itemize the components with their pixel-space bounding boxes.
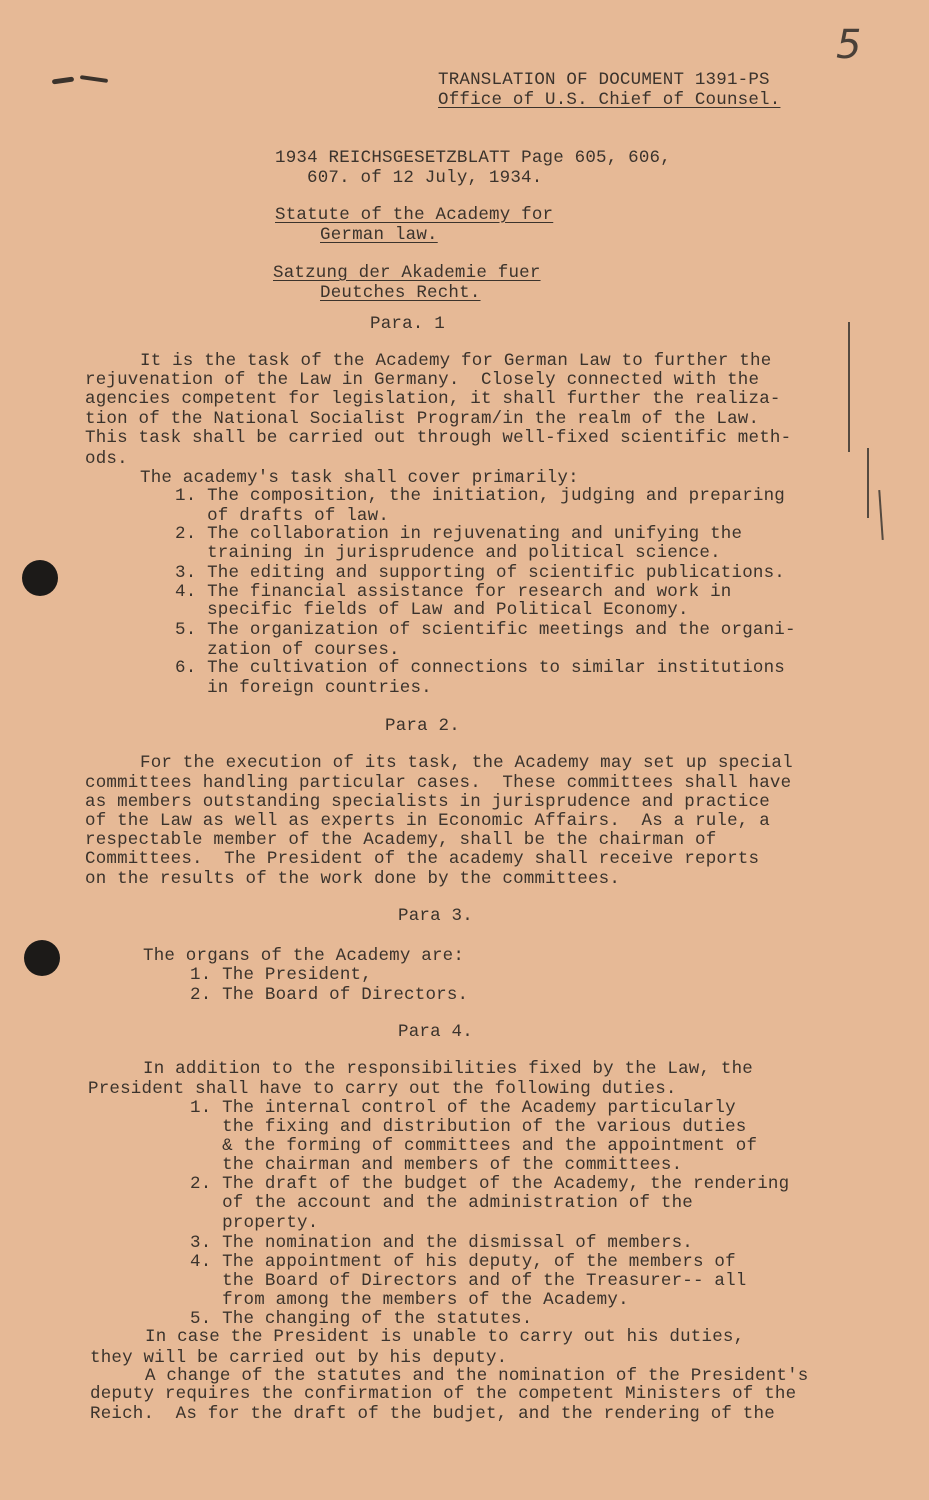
para1-item: in foreign countries. — [175, 678, 432, 698]
para2-line: on the results of the work done by the committees. — [85, 869, 621, 889]
document-header-line2: Office of U.S. Chief of Counsel. — [438, 90, 781, 110]
title-en-line2: German law. — [320, 225, 438, 245]
para4-item: 1. The internal control of the Academy particularly — [190, 1098, 736, 1118]
para1-intro: The academy's task shall cover primarily: — [140, 468, 579, 488]
para4-line: President shall have to carry out the following duties. — [88, 1079, 677, 1099]
para1-item: 3. The editing and supporting of scientific publications. — [175, 563, 785, 583]
para1-item: 2. The collaboration in rejuvenating and unifying the — [175, 524, 743, 544]
para2-line: respectable member of the Academy, shall be the chairman of — [85, 830, 717, 850]
punch-hole — [24, 940, 60, 976]
margin-line — [867, 448, 869, 518]
para2-line: Committees. The President of the academy shall receive reports — [85, 849, 760, 869]
para1-line: It is the task of the Academy for German Law to further the — [140, 351, 772, 371]
title-de-line2: Deutches Recht. — [320, 283, 481, 303]
para4-item: the Board of Directors and of the Treasurer-- all — [190, 1271, 747, 1291]
margin-line — [848, 322, 850, 452]
para4-item: the chairman and members of the committees. — [190, 1155, 683, 1175]
para1-item: training in jurisprudence and political science. — [175, 543, 721, 563]
para2-line: of the Law as well as experts in Economic Affairs. As a rule, a — [85, 811, 770, 831]
para4-item: 5. The changing of the statutes. — [190, 1309, 533, 1329]
para4-after: Reich. As for the draft of the budjet, and the rendering of the — [90, 1404, 775, 1424]
title-en-line1: Statute of the Academy for — [275, 205, 554, 225]
para4-after: A change of the statutes and the nomination of the President's — [145, 1366, 809, 1386]
para2-line: committees handling particular cases. These committees shall have — [85, 773, 792, 793]
para4-item: the fixing and distribution of the various duties — [190, 1117, 747, 1137]
document-header-line1: TRANSLATION OF DOCUMENT 1391-PS — [438, 70, 770, 90]
para4-item: 4. The appointment of his deputy, of the members of — [190, 1252, 736, 1272]
para1-heading: Para. 1 — [370, 314, 445, 334]
para3-heading: Para 3. — [398, 906, 473, 926]
para3-item: 2. The Board of Directors. — [190, 985, 469, 1005]
para3-item: 1. The President, — [190, 965, 372, 985]
para4-item: & the forming of committees and the appointment of — [190, 1136, 758, 1156]
margin-line — [878, 490, 883, 540]
para1-item: 6. The cultivation of connections to similar institutions — [175, 658, 785, 678]
stray-ink-mark — [52, 76, 74, 84]
title-de-line1: Satzung der Akademie fuer — [273, 263, 541, 283]
para2-heading: Para 2. — [385, 716, 460, 736]
para3-intro: The organs of the Academy are: — [143, 946, 465, 966]
para4-item: 3. The nomination and the dismissal of members. — [190, 1233, 693, 1253]
para4-item: property. — [190, 1213, 319, 1233]
para4-item: from among the members of the Academy. — [190, 1290, 629, 1310]
para1-line: ods. — [85, 449, 128, 469]
para4-item: of the account and the administration of the — [190, 1193, 693, 1213]
stray-ink-mark — [80, 75, 108, 83]
para1-line: rejuvenation of the Law in Germany. Closely connected with the — [85, 370, 760, 390]
para1-item: zation of courses. — [175, 640, 400, 660]
para1-item: 5. The organization of scientific meetings and the organi- — [175, 620, 796, 640]
para4-after: they will be carried out by his deputy. — [90, 1348, 508, 1368]
para2-line: as members outstanding specialists in jurisprudence and practice — [85, 792, 770, 812]
citation-line2: 607. of 12 July, 1934. — [307, 168, 543, 188]
para1-line: This task shall be carried out through well-fixed scientific meth- — [85, 428, 792, 448]
para1-item: 1. The composition, the initiation, judging and preparing — [175, 486, 785, 506]
citation-line1: 1934 REICHSGESETZBLATT Page 605, 606, — [275, 148, 671, 168]
page-number: 5 — [836, 22, 862, 68]
para1-item: of drafts of law. — [175, 506, 390, 526]
para4-item: 2. The draft of the budget of the Academy, the rendering — [190, 1174, 790, 1194]
punch-hole — [22, 560, 58, 596]
para4-after: In case the President is unable to carry out his duties, — [145, 1327, 745, 1347]
para1-line: agencies competent for legislation, it shall further the realiza- — [85, 389, 781, 409]
para1-line: tion of the National Socialist Program/in the realm of the Law. — [85, 409, 760, 429]
para2-line: For the execution of its task, the Academy may set up special — [140, 753, 793, 773]
para1-item: specific fields of Law and Political Economy. — [175, 600, 689, 620]
para1-item: 4. The financial assistance for research and work in — [175, 582, 732, 602]
para4-after: deputy requires the confirmation of the competent Ministers of the — [90, 1384, 797, 1404]
para4-line: In addition to the responsibilities fixed by the Law, the — [143, 1059, 753, 1079]
para4-heading: Para 4. — [398, 1022, 473, 1042]
